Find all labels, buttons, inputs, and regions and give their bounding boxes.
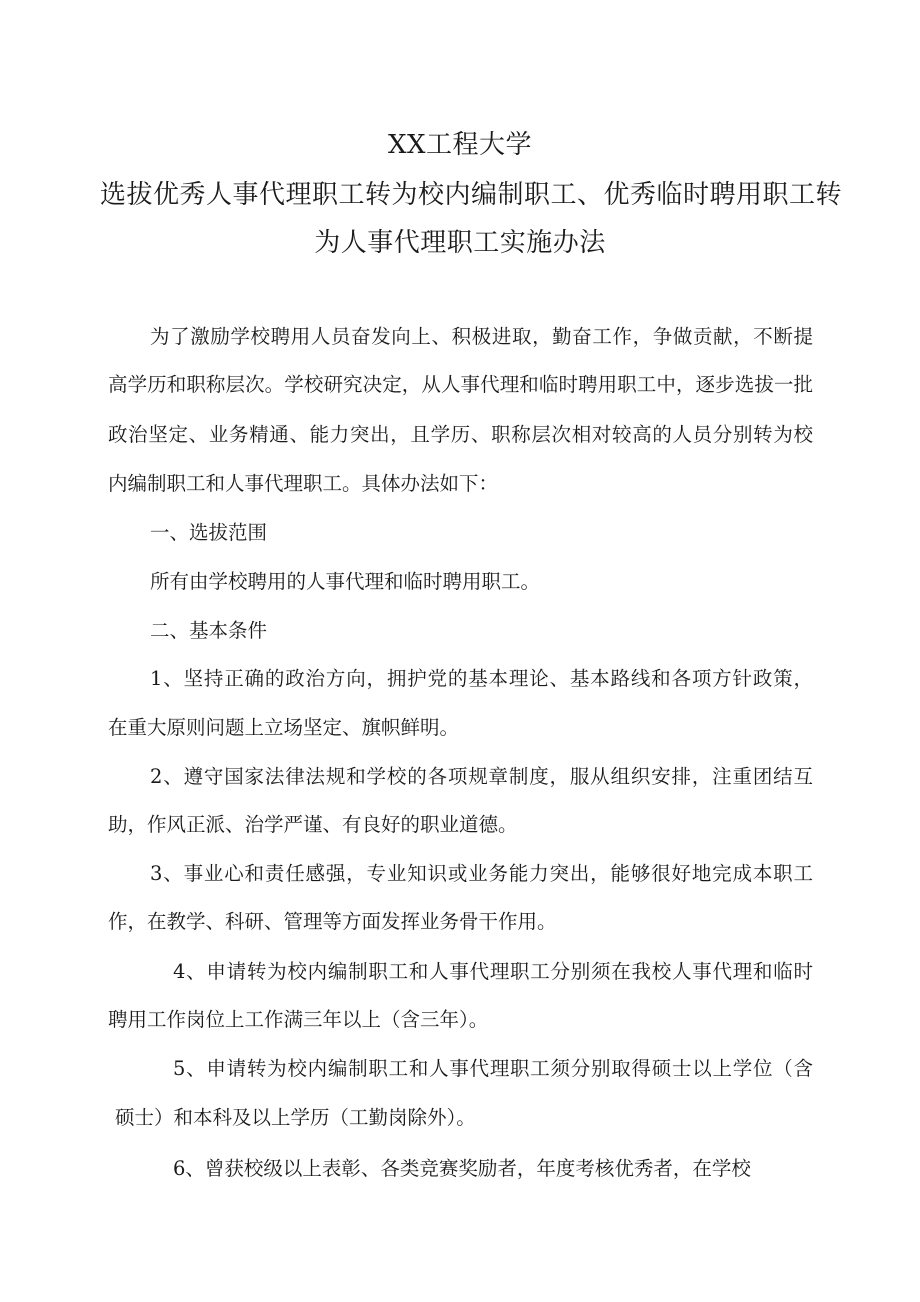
intro-line-2: 高学历和职称层次。学校研究决定，从人事代理和临时聘用职工中，逐步选拔一批	[108, 373, 813, 396]
intro-line-4: 内编制职工和人事代理职工。具体办法如下：	[108, 472, 499, 495]
condition-1-line-1: 1、坚持正确的政治方向，拥护党的基本理论、基本路线和各项方针政策，	[150, 667, 813, 690]
condition-1-line-2: 在重大原则问题上立场坚定、旗帜鲜明。	[108, 716, 460, 739]
condition-5-line-1: 5、申请转为校内编制职工和人事代理职工须分别取得硕士以上学位（含	[173, 1057, 813, 1080]
condition-4-line-1: 4、申请转为校内编制职工和人事代理职工分别须在我校人事代理和临时	[173, 960, 813, 983]
document-title-line-2: 选拔优秀人事代理职工转为校内编制职工、优秀临时聘用职工转	[100, 180, 843, 210]
condition-4-line-2: 聘用工作岗位上工作满三年以上（含三年）。	[108, 1008, 489, 1031]
condition-2-line-1: 2、遵守国家法律法规和学校的各项规章制度，服从组织安排，注重团结互	[150, 765, 813, 788]
intro-line-3: 政治坚定、业务精通、能力突出，且学历、职称层次相对较高的人员分别转为校	[108, 423, 813, 446]
condition-6-line-1: 6、曾获校级以上表彰、各类竞赛奖励者，年度考核优秀者，在学校	[173, 1157, 751, 1180]
document-title-line-1: XX工程大学	[387, 130, 533, 160]
section-2-heading: 二、基本条件	[150, 619, 268, 642]
condition-3-line-2: 作，在教学、科研、管理等方面发挥业务骨干作用。	[108, 910, 557, 933]
intro-line-1: 为了激励学校聘用人员奋发向上、积极进取，勤奋工作，争做贡献，不断提	[150, 325, 813, 348]
condition-2-line-2: 助，作风正派、治学严谨、有良好的职业道德。	[108, 813, 518, 836]
section-1-heading: 一、选拔范围	[150, 521, 268, 544]
section-1-body: 所有由学校聘用的人事代理和临时聘用职工。	[150, 570, 541, 593]
condition-5-line-2: 硕士）和本科及以上学历（工勤岗除外）。	[115, 1106, 476, 1129]
condition-3-line-1: 3、事业心和责任感强，专业知识或业务能力突出，能够很好地完成本职工	[150, 862, 813, 885]
document-title-line-3: 为人事代理职工实施办法	[314, 228, 606, 258]
